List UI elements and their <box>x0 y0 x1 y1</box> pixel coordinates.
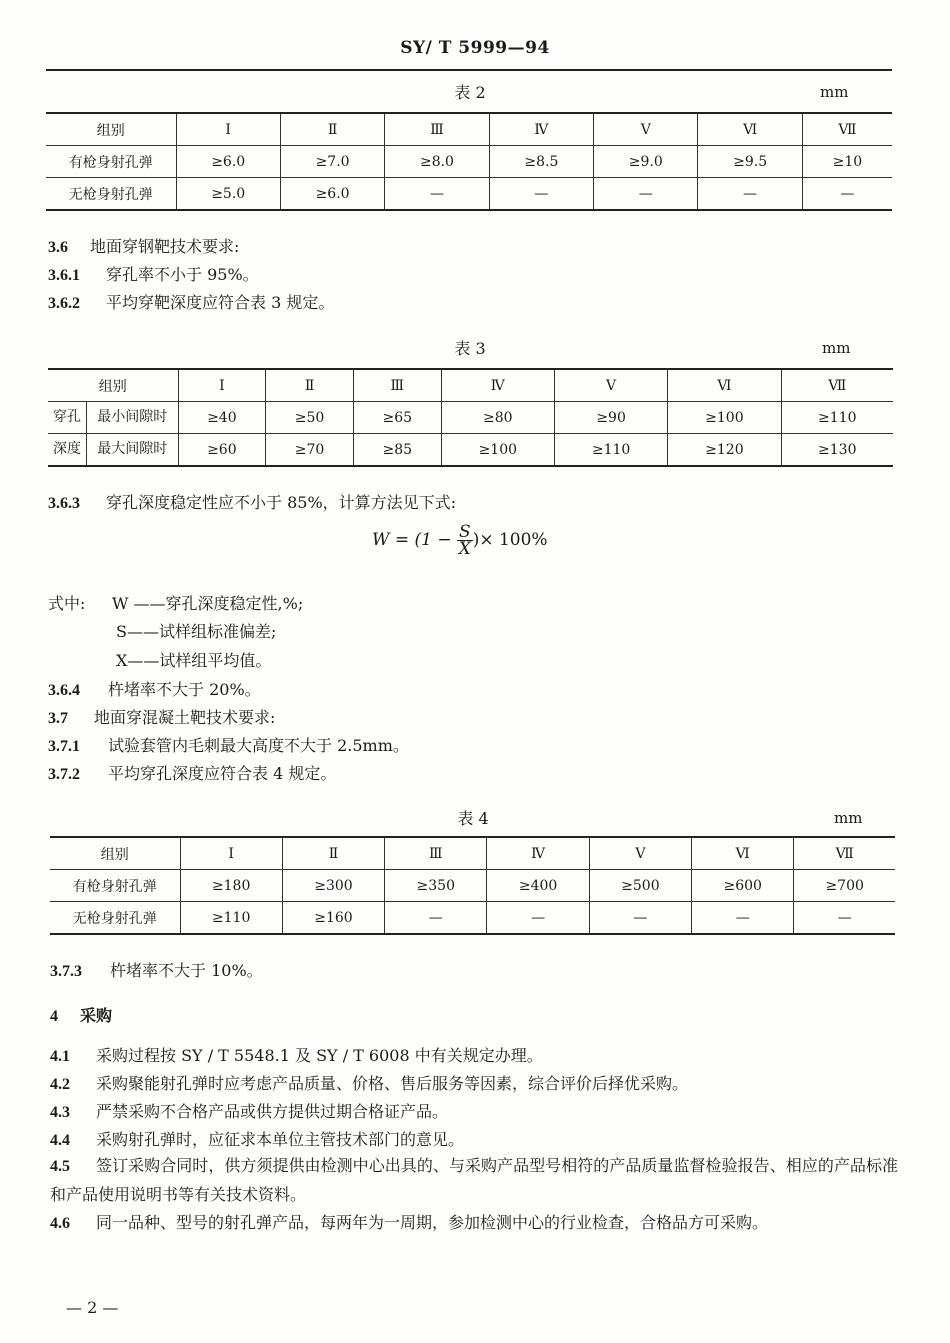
table-cell: ≥110 <box>781 402 893 434</box>
table-cell: ≥5.0 <box>176 178 280 211</box>
formula <box>372 524 548 557</box>
table-header-cell: Ⅴ <box>554 369 667 402</box>
table-row <box>50 837 895 870</box>
table-row <box>48 402 893 434</box>
table-cell: ≥70 <box>266 434 354 467</box>
clause-text: 采购 <box>80 1006 113 1025</box>
clause-text: 签订采购合同时，供方须提供由检测中心出具的、与采购产品型号相符的产品质量监督检验报告、相应的产品标准和产品使用说明书等有关技术资料。 <box>50 1156 898 1204</box>
table-cell <box>48 402 178 434</box>
table-header-cell: 组别 <box>98 378 127 395</box>
table-header-cell: Ⅶ <box>781 369 893 402</box>
table-cell: 有枪身射孔弹 <box>68 154 153 171</box>
table-cell: ≥80 <box>441 402 554 434</box>
table-header-cell: Ⅲ <box>353 369 441 402</box>
table-cell: ≥10 <box>802 146 892 178</box>
table-cell: — <box>802 178 892 211</box>
table-header-cell: Ⅰ <box>178 369 266 402</box>
table-row <box>46 178 892 211</box>
page-number: — 2 — <box>66 1298 119 1317</box>
table-cell: — <box>487 902 589 935</box>
clause-3-7-1 <box>48 733 409 756</box>
clause-4-4 <box>50 1127 464 1150</box>
formula-fraction <box>457 524 473 557</box>
table-header-cell: Ⅳ <box>441 369 554 402</box>
clause-number: 4.6 <box>50 1215 70 1232</box>
table-header-cell: Ⅱ <box>280 113 384 146</box>
clause-text: 严禁采购不合格产品或供方提供过期合格证产品。 <box>96 1102 449 1121</box>
clause-number: 4.1 <box>50 1048 70 1065</box>
clause-text: 杵堵率不大于 10%。 <box>110 961 263 980</box>
table-cell: — <box>698 178 802 211</box>
clause-number: 4.3 <box>50 1104 70 1121</box>
clause-text: 采购射孔弹时，应征求本单位主管技术部门的意见。 <box>96 1130 465 1149</box>
table-cell: — <box>489 178 593 211</box>
table-cell: ≥350 <box>385 870 487 902</box>
table4-unit: mm <box>834 809 863 827</box>
clause-3-7-3 <box>50 958 263 981</box>
clause-number: 3.6.2 <box>48 295 80 312</box>
where-x: X——试样组平均值。 <box>116 651 272 670</box>
table2-unit: mm <box>820 83 849 101</box>
clause-4-2 <box>50 1071 688 1094</box>
table-row <box>50 902 895 935</box>
table-header-cell: 组别 <box>96 122 125 139</box>
row-label: 最小间隙时 <box>97 409 168 425</box>
section-4-heading <box>50 1003 112 1026</box>
table-header-cell: Ⅰ <box>180 837 282 870</box>
table-cell: ≥700 <box>794 870 895 902</box>
clause-number: 4.5 <box>50 1158 70 1175</box>
table3-caption: 表 3 <box>454 339 486 358</box>
clause-text: 穿孔率不小于 95%。 <box>106 265 259 284</box>
formula-numerator: S <box>459 522 471 542</box>
where-s: S——试样组标准偏差; <box>116 622 277 641</box>
table-cell: ≥9.5 <box>698 146 802 178</box>
clause-number: 4.2 <box>50 1076 70 1093</box>
clause-text: 平均穿孔深度应符合表 4 规定。 <box>108 764 337 783</box>
table-header-cell: Ⅲ <box>385 113 489 146</box>
clause-3-6-2 <box>48 290 334 313</box>
table-header-cell: Ⅱ <box>266 369 354 402</box>
table-cell: ≥300 <box>282 870 384 902</box>
table-cell: — <box>589 902 691 935</box>
table4 <box>50 836 895 935</box>
clause-4-5 <box>50 1152 898 1209</box>
table-cell: ≥180 <box>180 870 282 902</box>
table-cell: ≥110 <box>180 902 282 935</box>
formula-rhs: )× 100% <box>472 530 548 550</box>
table-cell: ≥400 <box>487 870 589 902</box>
clause-4-6 <box>50 1209 898 1238</box>
table-cell: ≥8.0 <box>385 146 489 178</box>
table-cell: ≥100 <box>441 434 554 467</box>
table2 <box>46 112 892 211</box>
table-cell: 无枪身射孔弹 <box>68 186 153 203</box>
clause-number: 3.6.3 <box>48 495 80 512</box>
clause-number: 3.7 <box>48 710 68 727</box>
clause-text: 地面穿钢靶技术要求: <box>90 237 240 256</box>
table-header-cell: 组别 <box>100 846 129 863</box>
table-header-cell: Ⅳ <box>489 113 593 146</box>
formula-lhs: W = (1 − <box>372 530 452 550</box>
clause-3-6-4 <box>48 677 261 700</box>
clause-number: 3.6.4 <box>48 682 80 699</box>
table-cell: ≥8.5 <box>489 146 593 178</box>
table-cell: ≥60 <box>178 434 266 467</box>
table-cell: — <box>385 902 487 935</box>
table-header-cell: Ⅶ <box>794 837 895 870</box>
clause-3-6-3 <box>48 490 456 513</box>
table-cell: 有枪身射孔弹 <box>72 878 157 895</box>
table-cell: ≥40 <box>178 402 266 434</box>
clause-text: 同一品种、型号的射孔弹产品，每两年为一周期，参加检测中心的行业检查，合格品方可采购。 <box>96 1213 769 1232</box>
table-cell: ≥65 <box>353 402 441 434</box>
clause-3-7-2 <box>48 761 336 784</box>
table-row <box>48 369 893 402</box>
table-cell: ≥7.0 <box>280 146 384 178</box>
table-cell: ≥6.0 <box>176 146 280 178</box>
table-header-cell: Ⅲ <box>385 837 487 870</box>
formula-denominator: X <box>458 539 471 559</box>
clause-text: 试验套管内毛刺最大高度不大于 2.5mm。 <box>108 736 409 755</box>
table-row <box>50 870 895 902</box>
table-header-cell: Ⅵ <box>668 369 781 402</box>
where-w: W ——穿孔深度稳定性,%; <box>112 594 304 613</box>
table-header-cell: Ⅴ <box>594 113 698 146</box>
table-header-cell: Ⅰ <box>176 113 280 146</box>
table-cell: — <box>794 902 895 935</box>
clause-number: 4.4 <box>50 1132 70 1149</box>
table-cell: ≥600 <box>692 870 794 902</box>
table3-unit: mm <box>822 339 851 357</box>
clause-number: 3.6.1 <box>48 267 80 284</box>
table-header-cell: Ⅵ <box>698 113 802 146</box>
clause-text: 穿孔深度稳定性应不小于 85%，计算方法见下式: <box>106 493 457 512</box>
clause-3-6 <box>48 234 239 257</box>
clause-number: 3.7.3 <box>50 963 82 980</box>
table-row <box>48 434 893 467</box>
clause-number: 3.7.1 <box>48 738 80 755</box>
clause-4-1 <box>50 1043 543 1066</box>
table-cell: ≥85 <box>353 434 441 467</box>
table-cell: ≥90 <box>554 402 667 434</box>
table-header-cell: Ⅱ <box>282 837 384 870</box>
clause-text: 杵堵率不大于 20%。 <box>108 680 261 699</box>
table-cell: 无枪身射孔弹 <box>72 910 157 927</box>
row-label: 最大间隙时 <box>97 441 168 457</box>
group-label-top: 穿孔 <box>48 402 87 433</box>
table-cell: ≥120 <box>668 434 781 467</box>
table-cell: ≥9.0 <box>594 146 698 178</box>
where-label: 式中: <box>48 594 86 613</box>
table-row <box>46 146 892 178</box>
table-header-cell: Ⅴ <box>589 837 691 870</box>
table3 <box>48 368 893 467</box>
table-cell: — <box>692 902 794 935</box>
table-header-cell: Ⅶ <box>802 113 892 146</box>
table-cell <box>48 434 178 467</box>
clause-3-7 <box>48 705 275 728</box>
clause-3-6-1 <box>48 262 259 285</box>
clause-text: 采购过程按 SY / T 5548.1 及 SY / T 6008 中有关规定办理。 <box>96 1046 543 1065</box>
page-header: SY/ T 5999—94 <box>400 38 550 58</box>
table-cell: ≥100 <box>668 402 781 434</box>
table-cell: — <box>385 178 489 211</box>
table-row <box>46 113 892 146</box>
table-cell: ≥130 <box>781 434 893 467</box>
table-header-cell: Ⅵ <box>692 837 794 870</box>
clause-text: 平均穿靶深度应符合表 3 规定。 <box>106 293 335 312</box>
clause-number: 3.6 <box>48 239 68 256</box>
header-rule <box>46 69 892 71</box>
table4-caption: 表 4 <box>457 809 489 828</box>
clause-number: 4 <box>50 1008 58 1025</box>
group-label-bottom: 深度 <box>48 434 87 465</box>
clause-4-3 <box>50 1099 448 1122</box>
clause-number: 3.7.2 <box>48 766 80 783</box>
table-cell: ≥50 <box>266 402 354 434</box>
table-cell: ≥500 <box>589 870 691 902</box>
table-cell: — <box>594 178 698 211</box>
table-cell: ≥6.0 <box>280 178 384 211</box>
clause-text: 地面穿混凝土靶技术要求: <box>94 708 276 727</box>
table-header-cell: Ⅳ <box>487 837 589 870</box>
table-cell: ≥110 <box>554 434 667 467</box>
table-cell: ≥160 <box>282 902 384 935</box>
clause-text: 采购聚能射孔弹时应考虑产品质量、价格、售后服务等因素，综合评价后择优采购。 <box>96 1074 689 1093</box>
table2-caption: 表 2 <box>454 83 486 102</box>
